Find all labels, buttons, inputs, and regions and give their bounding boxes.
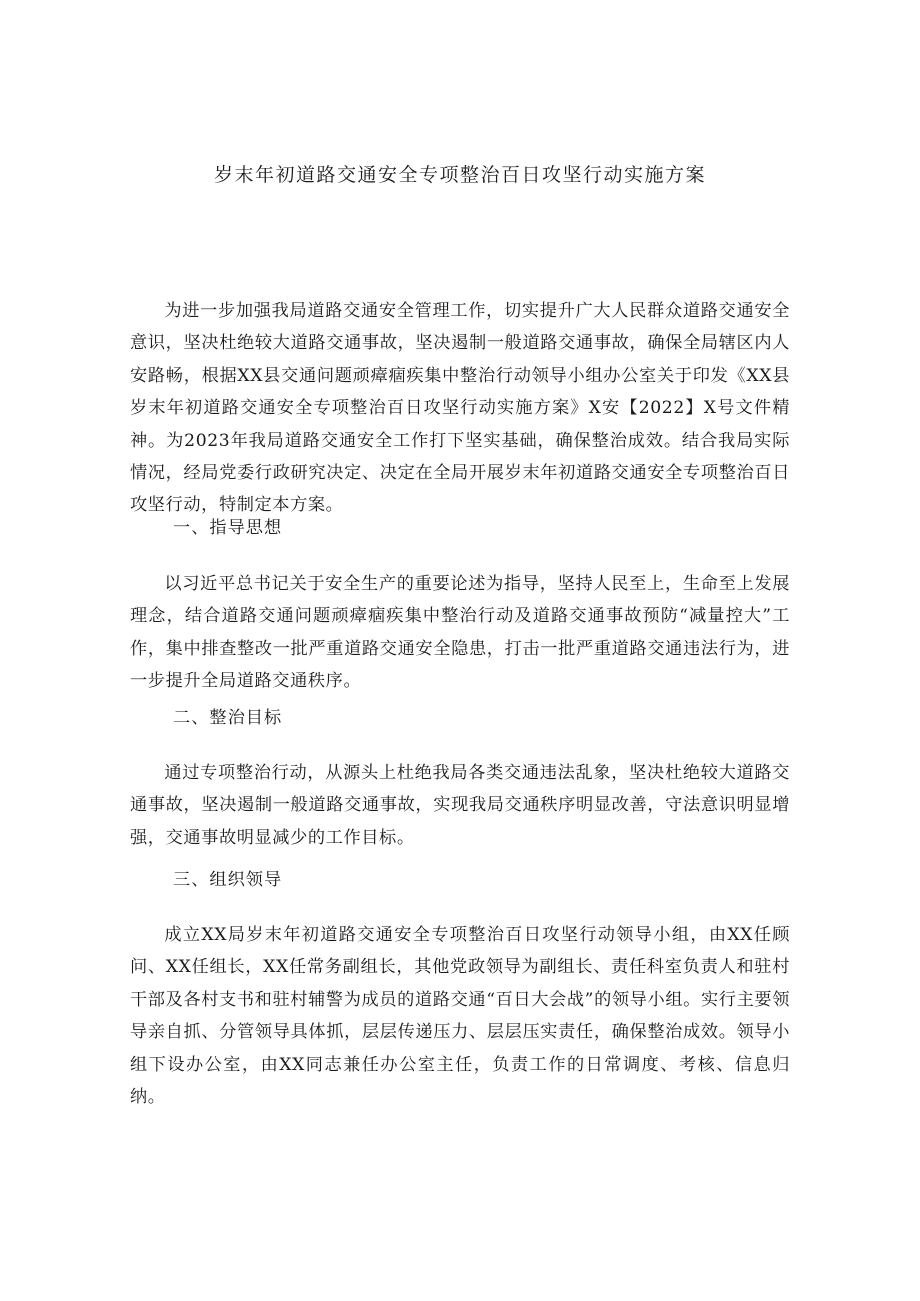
section-heading-leadership: 三、组织领导 <box>173 870 283 890</box>
section-heading-goals: 二、整治目标 <box>173 708 283 728</box>
section-heading-guiding-ideology: 一、指导思想 <box>173 518 283 538</box>
section-paragraph-goals: 通过专项整治行动，从源头上杜绝我局各类交通违法乱象，坚决杜绝较大道路交通事故，坚决遏制一般道路交通事故，实现我局交通秩序明显改善，守法意识明显增强，交通事故明显减少的工作目标。 <box>130 763 790 848</box>
section-paragraph-leadership: 成立XX局岁末年初道路交通安全专项整治百日攻坚行动领导小组，由XX任顾问、XX任组长，XX任常务副组长，其他党政领导为副组长、责任科室负责人和驻村干部及各村支书和驻村辅警为成员的道路交通“百日大会战”的领导小组。实行主要领导亲自抓、分管领导具体抓，层层传递压力、层层压实责任，确保整治成效。领导小组下设办公室，由XX同志兼任办公室主任，负责工作的日常调度、考核、信息归纳。 <box>130 925 790 1108</box>
document-title: 岁末年初道路交通安全专项整治百日攻坚行动实施方案 <box>213 164 706 186</box>
intro-paragraph: 为进一步加强我局道路交通安全管理工作，切实提升广大人民群众道路交通安全意识，坚决杜绝较大道路交通事故，坚决遏制一般道路交通事故，确保全局辖区内人安路畅，根据XX县交通问题顽瘴痼疾集中整治行动领导小组办公室关于印发《XX县岁末年初道路交通安全专项整治百日攻坚行动实施方案》X安【2022】X号文件精神。为2023年我局道路交通安全工作打下坚实基础，确保整治成效。结合我局实际情况，经局党委行政研究决定、决定在全局开展岁末年初道路交通安全专项整治百日攻坚行动，特制定本方案。 <box>130 301 790 516</box>
section-paragraph-guiding-ideology: 以习近平总书记关于安全生产的重要论述为指导，坚持人民至上，生命至上发展理念，结合道路交通问题顽瘴痼疾集中整治行动及道路交通事故预防“减量控大”工作，集中排查整改一批严重道路交通安全隐患，打击一批严重道路交通违法行为，进一步提升全局道路交通秩序。 <box>130 574 790 692</box>
